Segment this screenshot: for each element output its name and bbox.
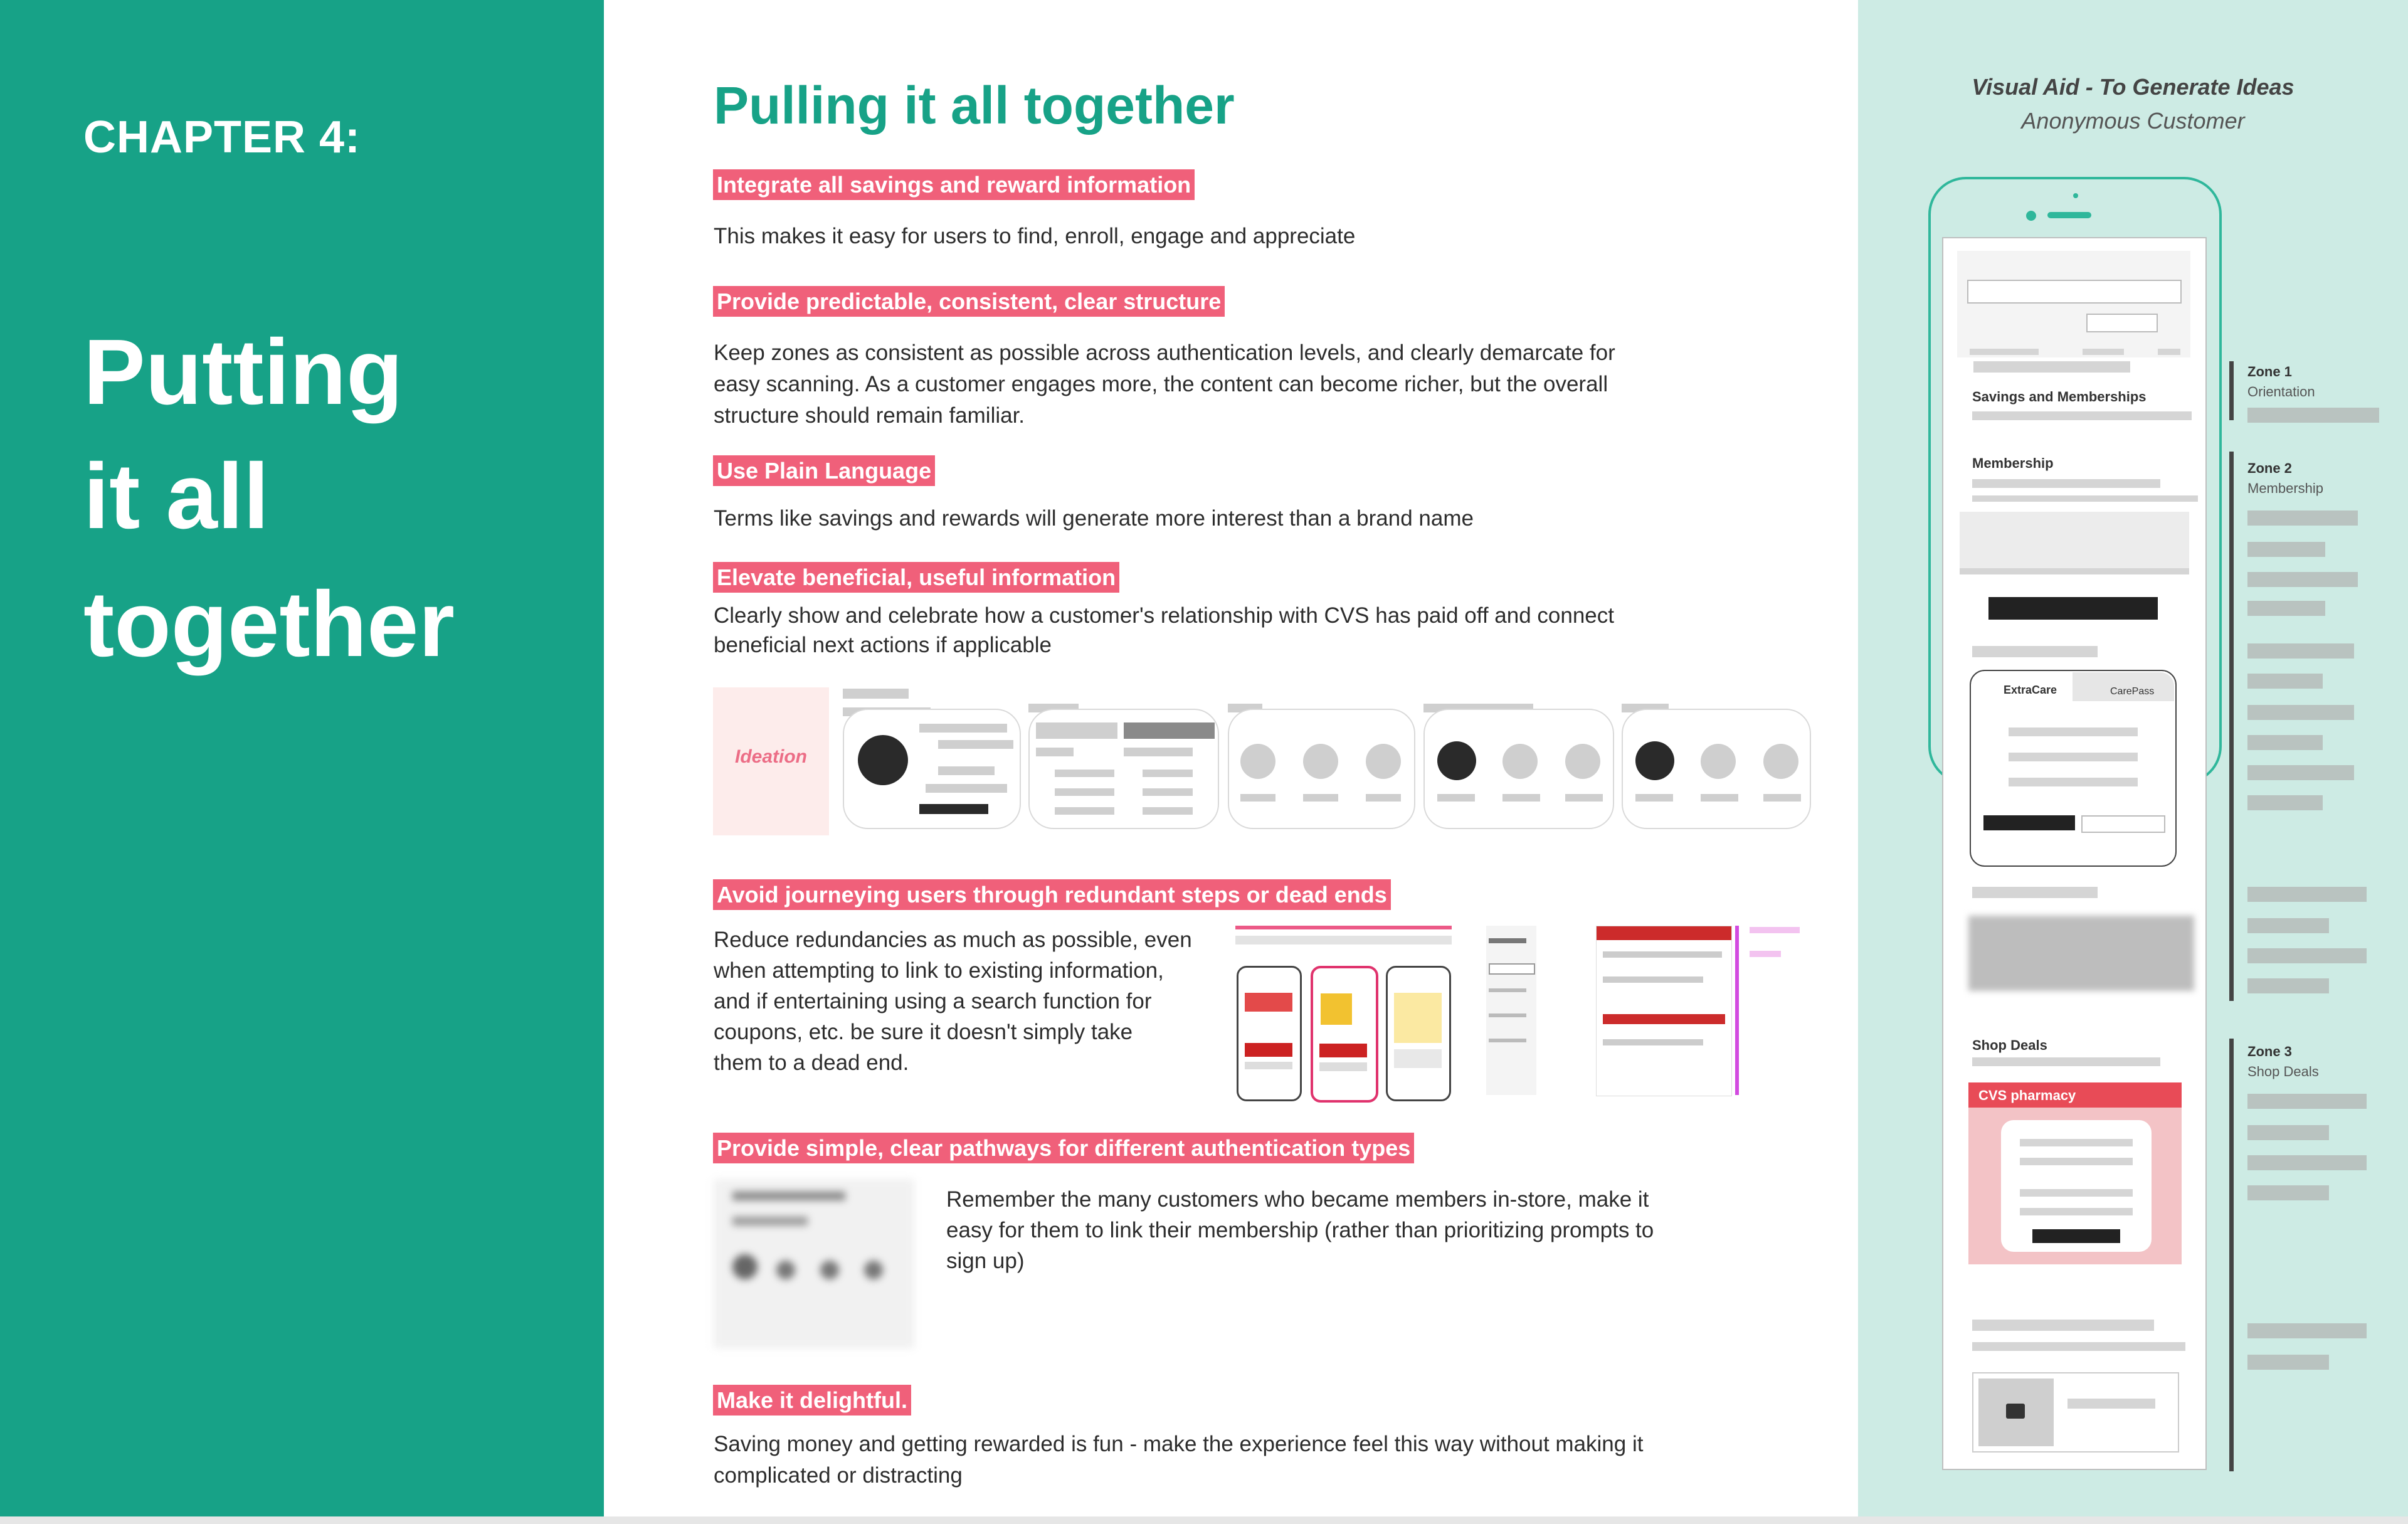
ideation-sketch-2 xyxy=(1028,709,1219,829)
zone-bar xyxy=(2247,1323,2367,1338)
sketch-bar xyxy=(1366,794,1401,802)
sketch-bar xyxy=(1036,748,1074,756)
chapter-title-line-3: together xyxy=(83,573,455,676)
chapter-title-line-2: it all xyxy=(83,445,270,548)
zone-bar xyxy=(2247,765,2354,780)
blur-block xyxy=(732,1192,845,1200)
membership-tabs-card xyxy=(1970,670,2177,867)
section-heading: Provide predictable, consistent, clear structure xyxy=(713,286,1225,317)
body-line: easy scanning. As a customer engages more, the content can become richer, but the overall xyxy=(714,372,1608,396)
body-line: and if entertaining using a search function for xyxy=(714,989,1152,1013)
blurred-offers xyxy=(1968,916,2194,991)
section-heading: Elevate beneficial, useful information xyxy=(713,562,1119,593)
sketch-bar xyxy=(919,724,1007,733)
sketch-circle xyxy=(1437,741,1476,780)
zone-1-line xyxy=(2229,361,2234,420)
flow-block xyxy=(1597,926,1731,940)
sketch-bar xyxy=(1502,794,1540,802)
section-heading: Provide simple, clear pathways for different authentication types xyxy=(713,1133,1414,1163)
flow-block xyxy=(1489,1013,1526,1017)
shop-deals-label: Shop Deals xyxy=(1972,1037,2047,1053)
section-body xyxy=(714,1429,1643,1491)
zone-bar xyxy=(2247,795,2323,810)
phone-bar xyxy=(1972,495,2198,502)
flow-list xyxy=(1486,926,1536,1095)
flow-block xyxy=(1394,1049,1442,1068)
phone-bar xyxy=(1972,479,2160,488)
sketch-bar xyxy=(1565,794,1603,802)
body-line: Saving money and getting rewarded is fun - make the experience feel this way without making it xyxy=(714,1432,1644,1456)
section-heading: Use Plain Language xyxy=(713,455,935,486)
phone-bar xyxy=(2158,349,2180,355)
section-heading: Integrate all savings and reward information xyxy=(713,169,1195,200)
phone-cta xyxy=(1988,597,2158,620)
visual-aid-title: Visual Aid - To Generate Ideas xyxy=(1972,74,2294,100)
deal-card xyxy=(2001,1120,2152,1252)
phone-bar xyxy=(2067,1399,2155,1409)
deals-banner xyxy=(1968,1082,2182,1264)
zone-2-line xyxy=(2229,452,2234,1001)
zone-bar xyxy=(2247,705,2354,720)
section-heading: Avoid journeying users through redundant steps or dead ends xyxy=(713,879,1391,910)
blur-block xyxy=(864,1261,883,1279)
ideation-sketch-4 xyxy=(1423,709,1614,829)
body-line: structure should remain familiar. xyxy=(714,403,1025,428)
phone-bar xyxy=(2020,1139,2133,1146)
sketch-circle xyxy=(1701,744,1736,779)
body-line: them to a dead end. xyxy=(714,1050,909,1075)
tab-extracare: ExtraCare xyxy=(2004,684,2057,696)
body-line: Keep zones as consistent as possible across authentication levels, and clearly demarcate for xyxy=(714,341,1615,365)
section-body xyxy=(714,221,1355,252)
flow-phone-2 xyxy=(1311,966,1378,1103)
savings-label: Savings and Memberships xyxy=(1972,389,2147,405)
flow-block xyxy=(1489,988,1526,992)
phone-bar xyxy=(1972,1057,2160,1066)
phone-bar xyxy=(1972,887,2098,898)
sketch-bar xyxy=(1055,788,1114,796)
zone-bar xyxy=(2247,918,2329,933)
flow-block xyxy=(1603,976,1703,983)
flow-bar xyxy=(1235,926,1452,929)
chapter-label: CHAPTER 4: xyxy=(83,112,361,162)
zone-2-subtitle: Membership xyxy=(2247,480,2324,496)
phone-bar xyxy=(1972,1320,2154,1331)
flow-panel xyxy=(1596,926,1732,1096)
section-body xyxy=(714,924,1192,1078)
sketch-avatar xyxy=(858,735,908,785)
search-field xyxy=(1967,280,2182,304)
sketch-button xyxy=(919,804,988,814)
phone-bar xyxy=(1972,1342,2185,1351)
ideation-sketch-5 xyxy=(1622,709,1811,829)
sketch-circle xyxy=(1240,744,1275,779)
sketch-bar xyxy=(1124,722,1215,739)
body-line: sign up) xyxy=(946,1249,1025,1273)
zone-3-title: Zone 3 xyxy=(2247,1044,2292,1059)
sketch-bar xyxy=(1055,770,1114,777)
flow-bar xyxy=(1235,936,1452,945)
flow-block xyxy=(1245,1043,1292,1057)
zone-1-subtitle: Orientation xyxy=(2247,384,2315,400)
sketch-bar xyxy=(1240,794,1275,802)
sketch-circle xyxy=(1763,744,1798,779)
speaker-bar xyxy=(2047,212,2091,218)
sketch-bar xyxy=(1036,722,1117,739)
phone-screen xyxy=(1942,237,2207,1470)
zone-bar xyxy=(2247,511,2358,526)
image-placeholder xyxy=(1978,1378,2054,1446)
zone-bar xyxy=(2247,601,2325,616)
body-line: when attempting to link to existing information, xyxy=(714,958,1164,983)
zone-bar xyxy=(2247,674,2323,689)
flow-block xyxy=(1321,993,1352,1025)
phone-button xyxy=(2032,1229,2120,1243)
image-card xyxy=(1972,1372,2179,1453)
search-area xyxy=(1957,251,2190,357)
phone-bar xyxy=(2009,728,2138,736)
body-line: Reduce redundancies as much as possible, even xyxy=(714,928,1192,952)
flow-block xyxy=(1489,963,1535,975)
phone-bar xyxy=(2009,778,2138,786)
sketch-bar xyxy=(938,766,995,775)
zone-bar xyxy=(2247,1155,2367,1170)
body-line: beneficial next actions if applicable xyxy=(714,633,1052,657)
zone-bar xyxy=(2247,643,2354,659)
phone-bar xyxy=(2020,1158,2133,1165)
flow-block xyxy=(1489,1039,1526,1042)
banner-logo: CVS pharmacy xyxy=(1978,1087,2076,1103)
phone-bar xyxy=(1960,568,2189,574)
sketch-bar xyxy=(938,740,1013,749)
zone-bar xyxy=(2247,1185,2329,1200)
blur-block xyxy=(732,1254,758,1279)
phone-bar xyxy=(1973,361,2130,373)
membership-label: Membership xyxy=(1972,455,2054,471)
zone-bar xyxy=(2247,1094,2367,1109)
membership-card xyxy=(1960,512,2189,568)
sketch-bar xyxy=(1437,794,1475,802)
flow-block xyxy=(1245,1062,1292,1069)
image-icon xyxy=(2006,1404,2025,1419)
sketch-circle xyxy=(1565,744,1600,779)
sketch-circle xyxy=(1502,744,1538,779)
zone-bar xyxy=(2247,978,2329,993)
sketch-bar xyxy=(1635,794,1673,802)
body-line: coupons, etc. be sure it doesn't simply take xyxy=(714,1020,1133,1044)
flow-block xyxy=(1603,951,1722,958)
sketch-bar xyxy=(926,784,1007,793)
sketch-bar xyxy=(843,689,909,699)
flow-divider xyxy=(1735,926,1739,1095)
body-line: Clearly show and celebrate how a customer's relationship with CVS has paid off and connect xyxy=(714,603,1614,628)
body-line: This makes it easy for users to find, enroll, engage and appreciate xyxy=(714,224,1356,248)
flow-block xyxy=(1319,1044,1367,1057)
sensor-dot xyxy=(2073,193,2078,198)
sketch-bar xyxy=(1303,794,1338,802)
section-body xyxy=(714,601,1614,660)
zone-bar xyxy=(2247,572,2358,587)
body-line: complicated or distracting xyxy=(714,1463,963,1488)
body-line: easy for them to link their membership (rather than prioritizing prompts to xyxy=(946,1218,1654,1242)
phone-bar xyxy=(1972,411,2192,420)
zone-bar xyxy=(2247,1125,2329,1140)
zone-bar xyxy=(2247,948,2367,963)
flow-note xyxy=(1750,951,1781,957)
phone-button xyxy=(2081,815,2165,833)
phone-button xyxy=(1983,815,2075,830)
blur-block xyxy=(732,1217,808,1225)
page-bottom-edge xyxy=(0,1516,2408,1524)
flow-phone-1 xyxy=(1237,966,1302,1101)
search-button xyxy=(2086,314,2158,332)
body-line: Terms like savings and rewards will generate more interest than a brand name xyxy=(714,506,1474,531)
zone-2-title: Zone 2 xyxy=(2247,460,2292,476)
zone-bar xyxy=(2247,542,2325,557)
sketch-circle xyxy=(1366,744,1401,779)
section-heading: Make it delightful. xyxy=(713,1385,911,1416)
phone-bar xyxy=(1972,646,2098,657)
sketch-bar xyxy=(1763,794,1801,802)
flow-phone-3 xyxy=(1386,966,1451,1101)
blurred-screenshot xyxy=(714,1179,914,1348)
sketch-bar xyxy=(1143,807,1193,815)
phone-bar xyxy=(2083,349,2124,355)
phone-bar xyxy=(2020,1208,2133,1215)
sketch-bar xyxy=(1143,788,1193,796)
chapter-title-line-1: Putting xyxy=(83,320,403,424)
sketch-bar xyxy=(1124,748,1193,756)
sketch-bar xyxy=(1701,794,1738,802)
phone-bar xyxy=(2020,1189,2133,1197)
flow-block xyxy=(1319,1062,1367,1071)
section-body xyxy=(714,337,1615,431)
flow-block xyxy=(1603,1039,1703,1045)
zone-bar xyxy=(2247,1355,2329,1370)
blur-block xyxy=(820,1261,839,1279)
section-body xyxy=(714,503,1474,534)
phone-bar xyxy=(2009,753,2138,761)
ideation-sketch-3 xyxy=(1228,709,1415,829)
zone-1-title: Zone 1 xyxy=(2247,364,2292,379)
zone-bar xyxy=(2247,408,2379,423)
zone-bar xyxy=(2247,887,2367,902)
zone-3-line xyxy=(2229,1039,2234,1471)
flow-block xyxy=(1394,993,1442,1043)
blur-block xyxy=(776,1261,795,1279)
page-title: Pulling it all together xyxy=(714,76,1235,135)
camera-dot xyxy=(2026,211,2036,221)
sketch-bar xyxy=(1055,807,1114,815)
zone-bar xyxy=(2247,735,2323,750)
tab-carepass: CarePass xyxy=(2110,686,2155,697)
flow-block xyxy=(1489,938,1526,943)
flow-block xyxy=(1245,993,1292,1012)
body-line: Remember the many customers who became members in-store, make it xyxy=(946,1187,1649,1212)
sketch-circle xyxy=(1303,744,1338,779)
chapter-panel xyxy=(0,0,604,1524)
ideation-label: Ideation xyxy=(734,746,807,767)
sketch-circle xyxy=(1635,741,1674,780)
zone-3-subtitle: Shop Deals xyxy=(2247,1064,2319,1079)
phone-bar xyxy=(1970,349,2039,355)
sketch-bar xyxy=(1143,770,1193,777)
flow-block xyxy=(1603,1014,1725,1024)
section-body xyxy=(946,1184,1654,1276)
visual-aid-subtitle: Anonymous Customer xyxy=(2021,108,2245,134)
flow-note xyxy=(1750,927,1800,933)
ideation-sketch-1 xyxy=(843,709,1021,829)
